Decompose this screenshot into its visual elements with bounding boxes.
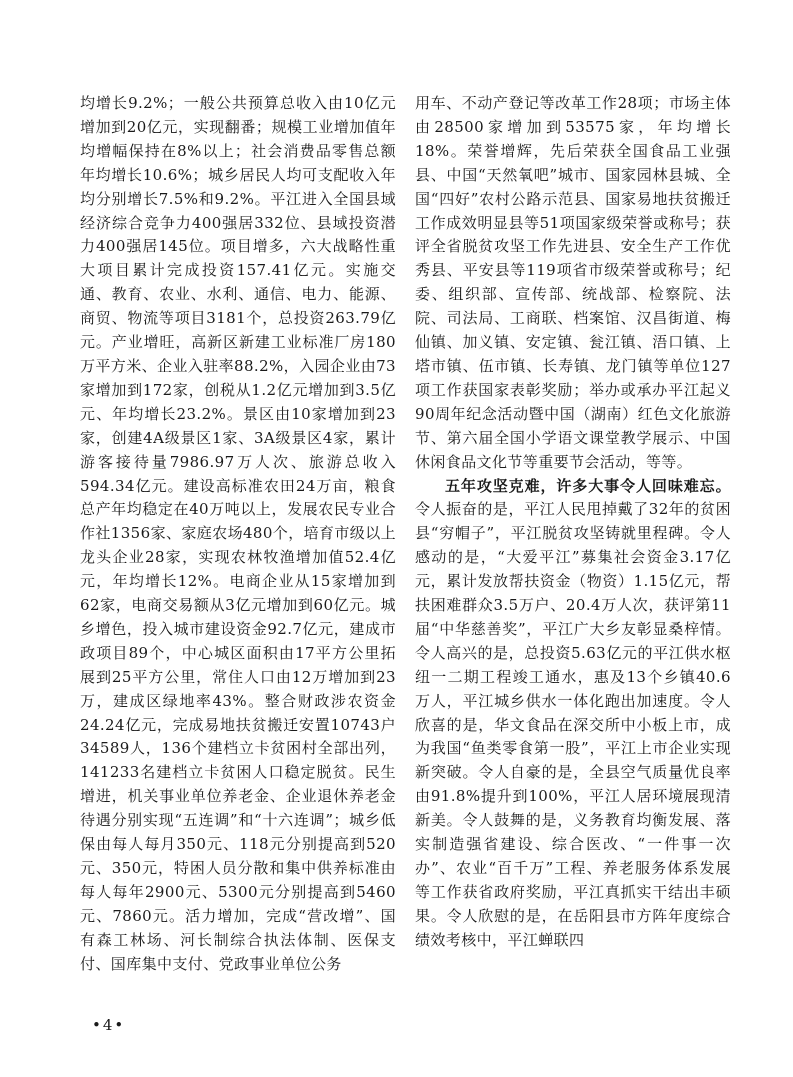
body-paragraph: 均增长9.2%；一般公共预算总收入由10亿元增加到20亿元，实现翻番；规模工业增加值年均增幅保持在8%以上；社会消费品零售总额年均增长10.6%；城乡居民人均可支配收入年均分别增长7.5%和9.2%。平江进入全国县域经济综合竞争力400强居332位、县域投资潜力400强居145位。项目增多，六大战略性重大项目累计完成投资157.41亿元。实施交通、教育、农业、水利、通信、电力、能源、商贸、物流等项目3181个，总投资263.79亿元。产业增旺，高新区新建工业标准厂房180万平方米、企业入驻率88.2%，入园企业由73家增加到172家，创税从1.2亿元增加到3.5亿元、年均增长23.2%。景区由10家增加到23家，创建4A级景区1家、3A级景区4家，累计游客接待量7986.97万人次、旅游总收入594.34亿元。建设高标准农田24万亩，粮食总产年均稳定在40万吨以上，发展农民专业合作社1356家、家庭农场480个，培育市级以上龙头企业28家，实现农林牧渔增加值52.4亿元，年均增长12%。电商企业从15家增加到62家，电商交易额从3亿元增加到60亿元。城乡增色，投入城市建设资金92.7亿元，建成市政项目89个，中心城区面积由17平方公里拓展到25平方公里，常住人口由12万增加到23万，建成区绿地率43%。整合财政涉农资金24.24亿元，完成易地扶贫搬迁安置10743户34589人，136个建档立卡贫困村全部出列，141233名建档立卡贫困人口稳定脱贫。民生增进，机关事业单位养老金、企业退休养老金待遇分别实现“五连调”和“十六连调”；城乡低保由每人每月350元、118元分别提高到520元、350元，特困人员分散和集中供养标准由每人每年2900元、5300元分别提高到5460元、7860元。活力增加，完成“营改增”、国有森工林场、河长制综合执法体制、医保支付、国库集中支付、党政事业单位公务 [80,94,397,973]
left-column [80,92,396,977]
section-body: 令人振奋的是，平江人民甩掉戴了32年的贫困县“穷帽子”，平江脱贫攻坚铸就里程碑。令人感动的是，“大爱平江”募集社会资金3.17亿元，累计发放帮扶资金（物资）1.15亿元，帮扶困难群众3.5万户、20.4万人次，获评第11届“中华慈善奖”，平江广大乡友彰显桑梓情。令人高兴的是，总投资5.63亿元的平江供水枢纽一二期工程竣工通水，惠及13个乡镇40.6万人，平江城乡供水一体化跑出加速度。令人欣喜的是，华文食品在深交所中小板上市，成为我国“鱼类零食第一股”，平江上市企业实现新突破。令人自豪的是，全县空气质量优良率由91.8%提升到100%，平江人居环境展现清新美。令人鼓舞的是，义务教育均衡发展、落实制造强省建设、综合医改、“一件事一次办”、农业“百千万”工程、养老服务体系发展等工作获省政府奖励，平江真抓实干结出丰硕果。令人欣慰的是，在岳阳县市方阵年度综合绩效考核中，平江蝉联四 [415,500,731,949]
right-column [415,92,731,953]
section-paragraph [415,475,731,953]
section-heading: 五年攻坚克难，许多大事令人回味难忘。 [445,476,731,495]
page-number: •4• [92,1016,126,1034]
body-paragraph: 用车、不动产登记等改革工作28项；市场主体由28500家增加到53575家，年均增长18%。荣誉增辉，先后荣获全国食品工业强县、中国“天然氧吧”城市、国家园林县城、全国“四好”农村公路示范县、国家易地扶贫搬迁工作成效明显县等51项国家级荣誉或称号；获评全省脱贫攻坚工作先进县、安全生产工作优秀县、平安县等119项省市级荣誉或称号；纪委、组织部、宣传部、统战部、检察院、法院、司法局、工商联、档案馆、汉昌街道、梅仙镇、加义镇、安定镇、瓮江镇、浯口镇、上塔市镇、伍市镇、长寿镇、龙门镇等单位127项工作获国家表彰奖励；举办或承办平江起义90周年纪念活动暨中国（湖南）红色文化旅游节、第六届全国小学语文课堂教学展示、中国休闲食品文化节等重要节会活动，等等。 [415,94,731,471]
